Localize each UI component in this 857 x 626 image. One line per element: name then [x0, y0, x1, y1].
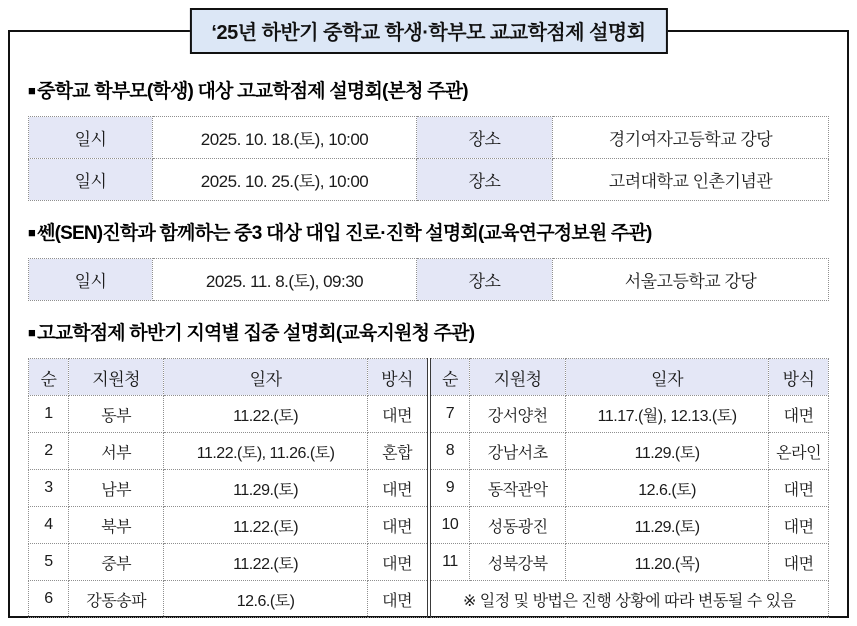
kv-value-cell: 2025. 10. 18.(토), 10:00 [153, 117, 417, 159]
date-cell: 11.29.(토) [565, 433, 768, 470]
table-row [29, 507, 428, 544]
mode-cell: 혼합 [367, 433, 427, 470]
mode-cell: 대면 [367, 470, 427, 507]
office-cell: 남부 [68, 470, 164, 507]
table-row [430, 433, 829, 470]
section-heading-1 [28, 76, 829, 103]
mode-cell: 대면 [769, 396, 829, 433]
table-row [430, 470, 829, 507]
num-cell: 11 [430, 544, 470, 581]
document-body [8, 30, 849, 618]
num-cell: 6 [29, 581, 69, 618]
date-cell: 11.29.(토) [565, 507, 768, 544]
header-cell: 지원청 [68, 359, 164, 396]
num-cell: 3 [29, 470, 69, 507]
num-cell: 7 [430, 396, 470, 433]
kv-value-cell: 2025. 10. 25.(토), 10:00 [153, 159, 417, 201]
date-cell: 11.22.(토) [164, 544, 367, 581]
date-cell: 11.20.(목) [565, 544, 768, 581]
square-bullet-icon: ■ [28, 225, 36, 240]
kv-value-cell: 2025. 11. 8.(토), 09:30 [153, 259, 417, 301]
kv-label-cell: 일시 [29, 259, 153, 301]
kv-label-cell: 일시 [29, 159, 153, 201]
schedule-table-1 [28, 116, 829, 201]
num-cell: 8 [430, 433, 470, 470]
header-cell: 방식 [367, 359, 427, 396]
section-heading-1-text: 중학교 학부모(학생) 대상 고교학점제 설명회(본청 주관) [37, 81, 468, 102]
header-cell: 일자 [164, 359, 367, 396]
header-cell: 방식 [769, 359, 829, 396]
kv-label-cell: 장소 [417, 259, 553, 301]
num-cell: 10 [430, 507, 470, 544]
date-cell: 12.6.(토) [164, 581, 367, 618]
mode-cell: 온라인 [769, 433, 829, 470]
date-cell: 11.22.(토) [164, 507, 367, 544]
table-header-row [29, 359, 428, 396]
table-row [29, 433, 428, 470]
num-cell: 5 [29, 544, 69, 581]
table-row [29, 259, 829, 301]
kv-value-cell: 서울고등학교 강당 [553, 259, 829, 301]
date-cell: 11.17.(월), 12.13.(토) [565, 396, 768, 433]
kv-value-cell: 고려대학교 인촌기념관 [553, 159, 829, 201]
office-cell: 강서양천 [470, 396, 566, 433]
mode-cell: 대면 [769, 470, 829, 507]
regional-table-left [28, 358, 428, 618]
date-cell: 12.6.(토) [565, 470, 768, 507]
table-row [29, 159, 829, 201]
date-cell: 11.29.(토) [164, 470, 367, 507]
mode-cell: 대면 [367, 507, 427, 544]
table-row [430, 544, 829, 581]
table-row [29, 470, 428, 507]
mode-cell: 대면 [769, 507, 829, 544]
table-header-row [430, 359, 829, 396]
kv-label-cell: 일시 [29, 117, 153, 159]
office-cell: 강동송파 [68, 581, 164, 618]
square-bullet-icon: ■ [28, 325, 36, 340]
square-bullet-icon: ■ [28, 83, 36, 98]
document-title: ‘25년 하반기 중학교 학생·학부모 교교학점제 설명회 [189, 8, 667, 54]
table-row [430, 507, 829, 544]
header-cell: 일자 [565, 359, 768, 396]
office-cell: 성북강북 [470, 544, 566, 581]
schedule-table-2 [28, 258, 829, 301]
date-cell: 11.22.(토) [164, 396, 367, 433]
header-cell: 순 [29, 359, 69, 396]
table-row [29, 396, 428, 433]
mode-cell: 대면 [367, 581, 427, 618]
num-cell: 4 [29, 507, 69, 544]
mode-cell: 대면 [367, 544, 427, 581]
kv-label-cell: 장소 [417, 159, 553, 201]
kv-label-cell: 장소 [417, 117, 553, 159]
office-cell: 동작관악 [470, 470, 566, 507]
mode-cell: 대면 [367, 396, 427, 433]
office-cell: 중부 [68, 544, 164, 581]
regional-schedule-table [28, 358, 829, 618]
office-cell: 서부 [68, 433, 164, 470]
table-row [29, 581, 428, 618]
num-cell: 1 [29, 396, 69, 433]
header-cell: 지원청 [470, 359, 566, 396]
header-cell: 순 [430, 359, 470, 396]
table-note-row [430, 581, 829, 618]
date-cell: 11.22.(토), 11.26.(토) [164, 433, 367, 470]
num-cell: 2 [29, 433, 69, 470]
regional-table-right [430, 358, 830, 618]
section-heading-2-text: 쎈(SEN)진학과 함께하는 중3 대상 대입 진로·진학 설명회(교육연구정보원 주관) [37, 223, 652, 244]
section-heading-3 [28, 318, 829, 345]
schedule-note: ※ 일정 및 방법은 진행 상황에 따라 변동될 수 있음 [430, 581, 829, 618]
section-heading-3-text: 고교학점제 하반기 지역별 집중 설명회(교육지원청 주관) [37, 323, 475, 344]
office-cell: 북부 [68, 507, 164, 544]
section-heading-2 [28, 218, 829, 245]
office-cell: 강남서초 [470, 433, 566, 470]
office-cell: 성동광진 [470, 507, 566, 544]
table-row [29, 117, 829, 159]
mode-cell: 대면 [769, 544, 829, 581]
office-cell: 동부 [68, 396, 164, 433]
table-row [29, 544, 428, 581]
num-cell: 9 [430, 470, 470, 507]
kv-value-cell: 경기여자고등학교 강당 [553, 117, 829, 159]
table-row [430, 396, 829, 433]
